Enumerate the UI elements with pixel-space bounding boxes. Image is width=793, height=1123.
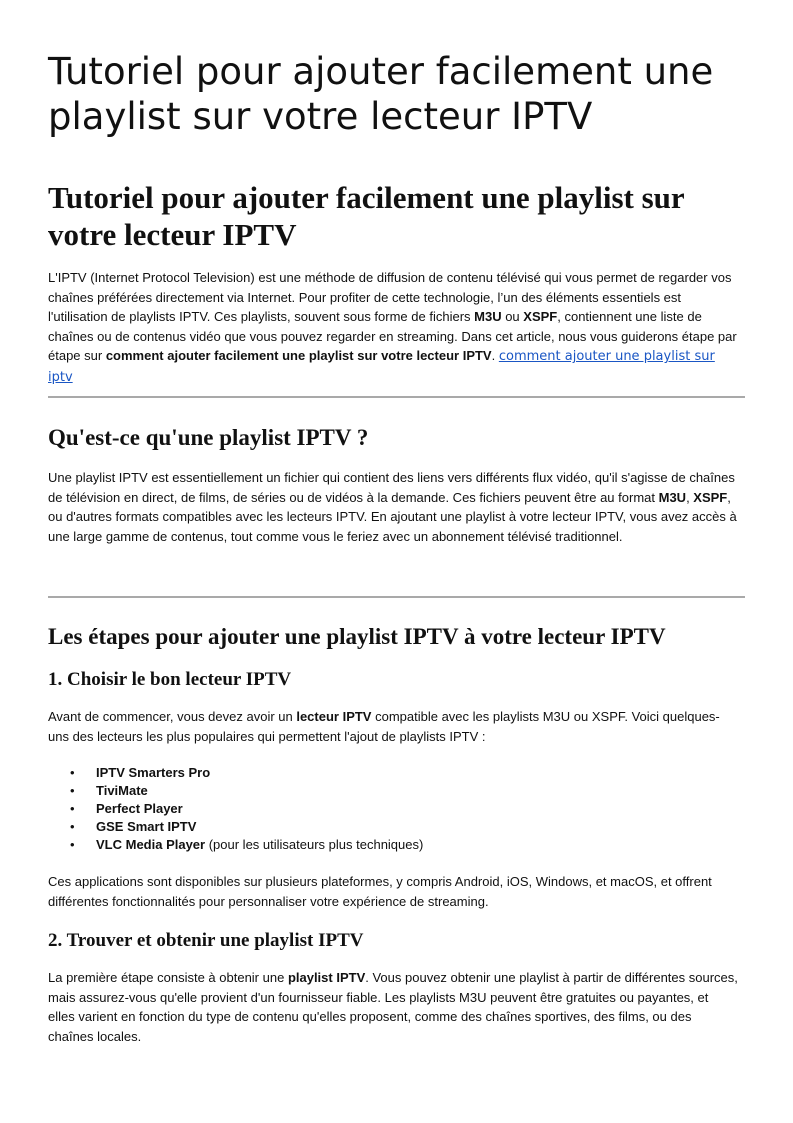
list-item: • TiviMate [70,783,148,798]
intro-paragraph: L'IPTV (Internet Protocol Television) est une méthode de diffusion de contenu télévisé qui vous permet de regarder vos chaînes préférées directement via Internet. Pour profiter de cette technologie, l’un des éléments essentiels est l'utilisation de playlists IPTV. Ces playlists, souvent sous forme de fichiers M3U ou XSPF, contiennent une liste de chaînes ou de contenus vidéo que vous pouvez regarder en streaming. Dans cet article, nous vous guiderons étape par étape sur comment ajouter facilement une playlist sur votre lecteur IPTV. comment ajouter une playlist sur iptv [48,270,737,385]
list-item: • IPTV Smarters Pro [70,765,211,780]
section-divider [48,396,745,398]
article-title: Tutoriel pour ajouter facilement une playlist sur votre lecteur IPTV [48,180,685,252]
player-list [48,764,648,854]
list-item: • VLC Media Player (pour les utilisateurs plus techniques) [70,837,424,852]
step1-paragraph: Avant de commencer, vous devez avoir un lecteur IPTV compatible avec les playlists M3U ou XSPF. Voici quelques-uns des lecteurs les plus populaires qui permettent l'ajout de playlists IPTV : [48,709,720,744]
step2-paragraph: La première étape consiste à obtenir une playlist IPTV. Vous pouvez obtenir une playlist à partir de différentes sources, mais assurez-vous qu'elle provient d'un fournisseur fiable. Les playlists M3U peuvent être gratuites ou payantes, et elles varient en fonction du type de contenu qu'elles proposent, comme des chaînes sportives, des films, ou des chaînes locales. [48,970,738,1044]
document-title: Tutoriel pour ajouter facilement une playlist sur votre lecteur IPTV [48,50,714,138]
section-heading-steps: Les étapes pour ajouter une playlist IPTV à votre lecteur IPTV [48,624,666,649]
step1-after-paragraph: Ces applications sont disponibles sur plusieurs plateformes, y compris Android, iOS, Windows, et macOS, et offrent différentes fonctionnalités pour personnaliser votre expérience de streaming. [48,874,712,909]
list-item: • GSE Smart IPTV [70,819,197,834]
bullet-icon: • [70,783,75,798]
what-is-playlist-paragraph: Une playlist IPTV est essentiellement un fichier qui contient des liens vers différents flux vidéo, qu'il s'agisse de chaînes de télévision en direct, de films, de séries ou de vidéos à la demande. Ces fichiers peuvent être au format M3U, XSPF, ou d'autres formats compatibles avec les lecteurs IPTV. En ajoutant une playlist à votre lecteur IPTV, vous avez accès à une large gamme de contenus, tout comme vous le feriez avec un abonnement télévisé traditionnel. [48,470,737,544]
bullet-icon: • [70,819,75,834]
step2-heading: 2. Trouver et obtenir une playlist IPTV [48,930,364,951]
bullet-icon: • [70,837,75,852]
bullet-icon: • [70,765,75,780]
list-item: • Perfect Player [70,801,183,816]
section-heading-what-is-playlist: Qu'est-ce qu'une playlist IPTV ? [48,425,369,450]
section-divider [48,596,745,598]
bullet-icon: • [70,801,75,816]
playlist-link[interactable]: comment ajouter une playlist sur iptv [48,349,715,385]
step1-heading: 1. Choisir le bon lecteur IPTV [48,669,292,690]
